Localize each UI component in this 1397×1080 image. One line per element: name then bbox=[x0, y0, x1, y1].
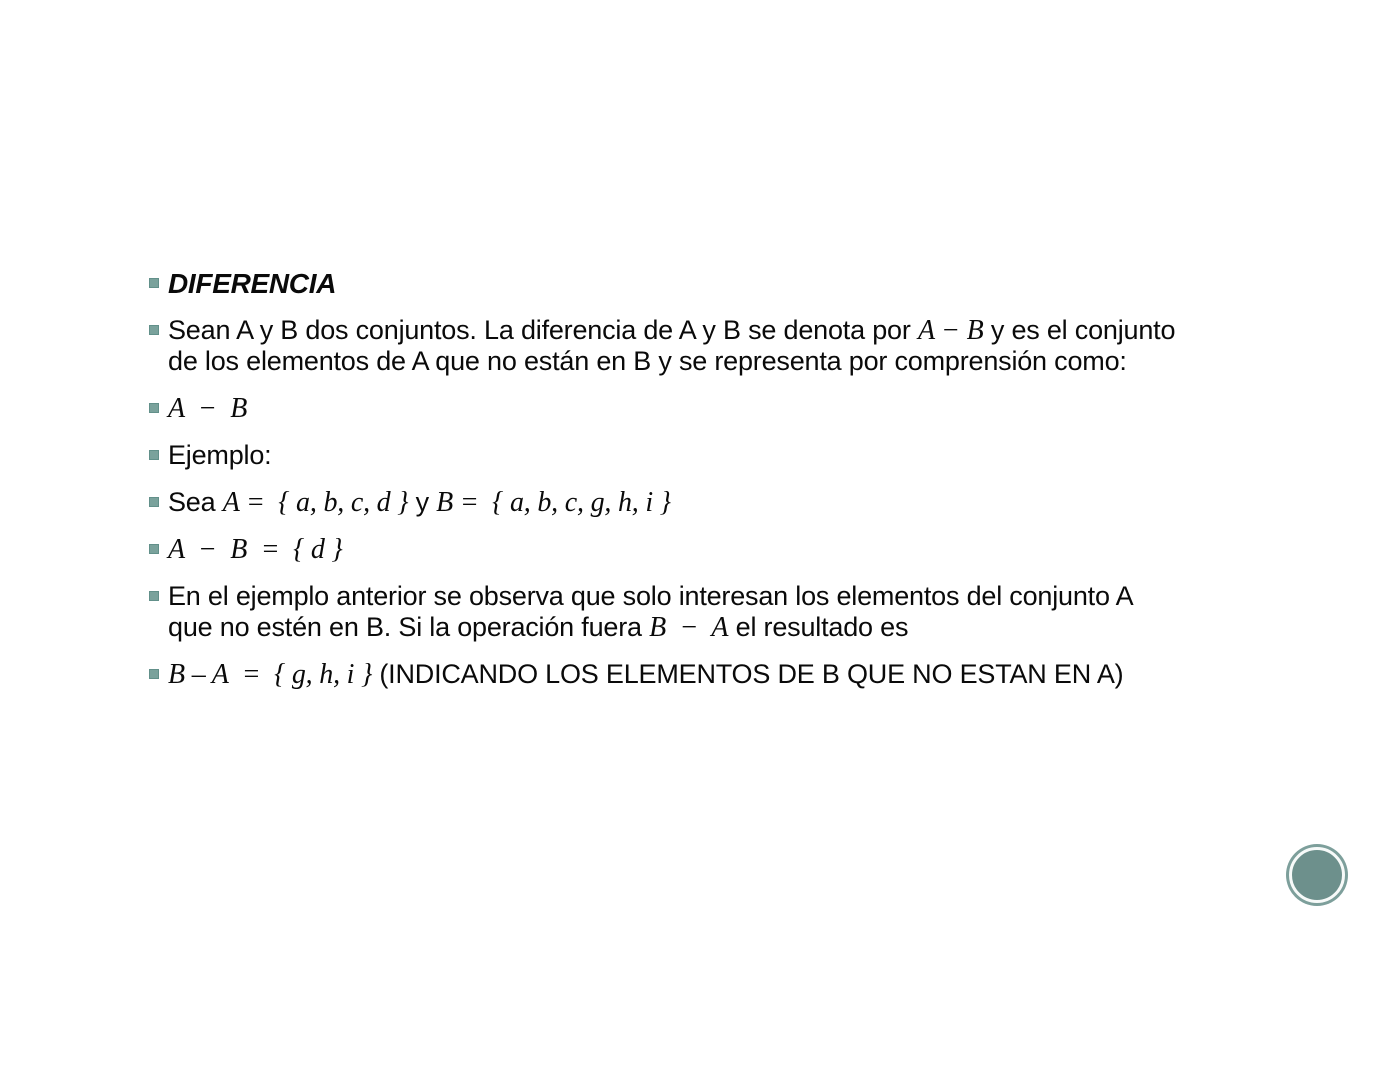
text-line bbox=[168, 612, 1133, 643]
bullet-square-icon bbox=[149, 669, 159, 679]
bullet-text bbox=[168, 534, 343, 565]
plain-text: (INDICANDO LOS ELEMENTOS DE B QUE NO ESTAN EN A) bbox=[372, 659, 1124, 689]
text-line bbox=[168, 346, 1175, 377]
bullet-list-item bbox=[149, 315, 1269, 377]
text-line bbox=[168, 440, 271, 471]
bullet-text bbox=[168, 581, 1133, 643]
plain-text: y bbox=[408, 487, 437, 517]
bullet-square-icon bbox=[149, 325, 159, 335]
bullet-text bbox=[168, 487, 671, 518]
bullet-list-item bbox=[149, 581, 1269, 643]
plain-text: Sea bbox=[168, 487, 223, 517]
text-line bbox=[168, 487, 671, 518]
bullet-square-icon bbox=[149, 544, 159, 554]
math-text: B − A bbox=[649, 612, 729, 643]
plain-text: de los elementos de A que no están en B y se representa por comprensión como: bbox=[168, 346, 1127, 376]
decorative-circle-inner bbox=[1289, 847, 1345, 903]
plain-text: el resultado es bbox=[728, 612, 909, 642]
bullet-text bbox=[168, 659, 1123, 690]
bullet-list-item bbox=[149, 393, 1269, 424]
bullet-square-icon bbox=[149, 278, 159, 288]
text-line bbox=[168, 659, 1123, 690]
bullet-square-icon bbox=[149, 450, 159, 460]
bullet-square-icon bbox=[149, 497, 159, 507]
text-line bbox=[168, 315, 1175, 346]
decorative-circle bbox=[1286, 844, 1348, 906]
bullet-list-item-title bbox=[149, 268, 1269, 299]
math-text: A − B bbox=[168, 393, 248, 424]
bullet-list-item bbox=[149, 487, 1269, 518]
math-text: A − B bbox=[917, 315, 984, 346]
text-line bbox=[168, 534, 343, 565]
math-text: B = { a, b, c, g, h, i } bbox=[436, 487, 671, 518]
bullet-text bbox=[168, 268, 336, 299]
plain-text: DIFERENCIA bbox=[168, 268, 337, 299]
bullet-list-item bbox=[149, 659, 1269, 690]
math-text: A − B = { d } bbox=[168, 534, 343, 565]
bullet-square-icon bbox=[149, 591, 159, 601]
plain-text: En el ejemplo anterior se observa que solo interesan los elementos del conjunto A bbox=[168, 581, 1134, 611]
plain-text: Ejemplo: bbox=[168, 440, 272, 470]
text-line bbox=[168, 581, 1133, 612]
bullet-list-item bbox=[149, 534, 1269, 565]
plain-text: y es el conjunto bbox=[983, 315, 1176, 345]
plain-text: que no estén en B. Si la operación fuera bbox=[168, 612, 650, 642]
math-text: B – A = { g, h, i } bbox=[168, 659, 373, 690]
text-line bbox=[168, 268, 336, 299]
bullet-text bbox=[168, 393, 247, 424]
bullet-text bbox=[168, 440, 271, 471]
math-text: A = { a, b, c, d } bbox=[222, 487, 409, 518]
bullet-list bbox=[149, 268, 1269, 690]
bullet-list-item bbox=[149, 440, 1269, 471]
bullet-square-icon bbox=[149, 403, 159, 413]
text-line bbox=[168, 393, 247, 424]
bullet-text bbox=[168, 315, 1175, 377]
plain-text: Sean A y B dos conjuntos. La diferencia de A y B se denota por bbox=[168, 315, 918, 345]
